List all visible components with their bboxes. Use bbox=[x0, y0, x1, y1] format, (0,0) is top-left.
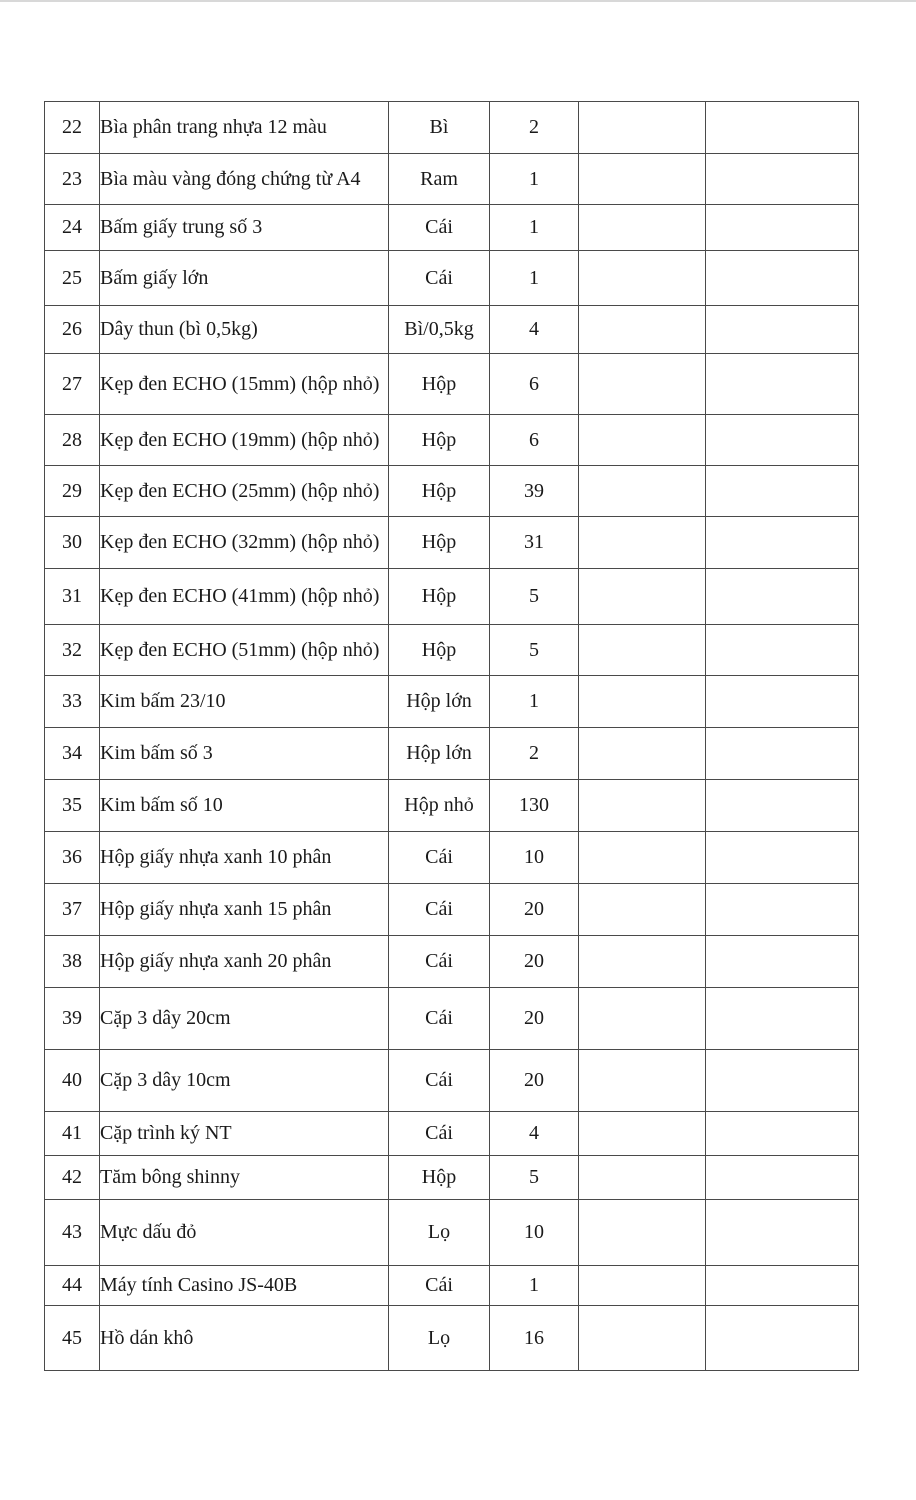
empty-cell bbox=[706, 306, 859, 354]
item-quantity: 4 bbox=[490, 1112, 579, 1156]
item-quantity: 31 bbox=[490, 517, 579, 569]
item-name: Bìa phân trang nhựa 12 màu bbox=[100, 102, 389, 154]
item-unit: Hộp lớn bbox=[389, 728, 490, 780]
item-quantity: 5 bbox=[490, 569, 579, 625]
item-quantity: 39 bbox=[490, 466, 579, 517]
item-name: Hộp giấy nhựa xanh 15 phân bbox=[100, 884, 389, 936]
item-quantity: 20 bbox=[490, 884, 579, 936]
empty-cell bbox=[579, 102, 706, 154]
empty-cell bbox=[706, 988, 859, 1050]
page-top-edge bbox=[0, 0, 916, 2]
item-unit: Hộp bbox=[389, 569, 490, 625]
item-name: Hồ dán khô bbox=[100, 1306, 389, 1371]
item-name: Bấm giấy lớn bbox=[100, 251, 389, 306]
item-unit: Hộp lớn bbox=[389, 676, 490, 728]
empty-cell bbox=[579, 988, 706, 1050]
item-name: Cặp trình ký NT bbox=[100, 1112, 389, 1156]
empty-cell bbox=[579, 1306, 706, 1371]
item-unit: Cái bbox=[389, 988, 490, 1050]
table-row bbox=[45, 1112, 859, 1156]
empty-cell bbox=[579, 306, 706, 354]
empty-cell bbox=[706, 625, 859, 676]
table-row bbox=[45, 780, 859, 832]
row-number: 30 bbox=[45, 517, 100, 569]
item-quantity: 20 bbox=[490, 988, 579, 1050]
empty-cell bbox=[579, 676, 706, 728]
empty-cell bbox=[706, 1156, 859, 1200]
item-unit: Bì/0,5kg bbox=[389, 306, 490, 354]
item-unit: Bì bbox=[389, 102, 490, 154]
table-row bbox=[45, 1200, 859, 1266]
empty-cell bbox=[579, 884, 706, 936]
item-unit: Cái bbox=[389, 832, 490, 884]
item-quantity: 10 bbox=[490, 832, 579, 884]
row-number: 25 bbox=[45, 251, 100, 306]
item-name: Cặp 3 dây 10cm bbox=[100, 1050, 389, 1112]
empty-cell bbox=[706, 251, 859, 306]
item-quantity: 1 bbox=[490, 251, 579, 306]
item-unit: Cái bbox=[389, 205, 490, 251]
table-row bbox=[45, 306, 859, 354]
item-name: Kim bấm số 10 bbox=[100, 780, 389, 832]
item-quantity: 1 bbox=[490, 205, 579, 251]
item-quantity: 16 bbox=[490, 1306, 579, 1371]
empty-cell bbox=[579, 466, 706, 517]
row-number: 44 bbox=[45, 1266, 100, 1306]
empty-cell bbox=[706, 1200, 859, 1266]
empty-cell bbox=[579, 517, 706, 569]
item-quantity: 1 bbox=[490, 676, 579, 728]
empty-cell bbox=[579, 1266, 706, 1306]
item-unit: Hộp bbox=[389, 466, 490, 517]
row-number: 38 bbox=[45, 936, 100, 988]
table-row bbox=[45, 354, 859, 415]
empty-cell bbox=[579, 1112, 706, 1156]
table-row bbox=[45, 415, 859, 466]
item-quantity: 4 bbox=[490, 306, 579, 354]
item-unit: Hộp bbox=[389, 354, 490, 415]
empty-cell bbox=[579, 569, 706, 625]
item-name: Kim bấm số 3 bbox=[100, 728, 389, 780]
item-unit: Hộp bbox=[389, 517, 490, 569]
row-number: 31 bbox=[45, 569, 100, 625]
table-row bbox=[45, 251, 859, 306]
row-number: 24 bbox=[45, 205, 100, 251]
table-row bbox=[45, 205, 859, 251]
row-number: 37 bbox=[45, 884, 100, 936]
item-name: Bấm giấy trung số 3 bbox=[100, 205, 389, 251]
row-number: 33 bbox=[45, 676, 100, 728]
supply-table-body bbox=[45, 102, 859, 1371]
item-quantity: 6 bbox=[490, 415, 579, 466]
table-row bbox=[45, 154, 859, 205]
table-row bbox=[45, 466, 859, 517]
item-unit: Ram bbox=[389, 154, 490, 205]
table-row bbox=[45, 1156, 859, 1200]
item-quantity: 5 bbox=[490, 1156, 579, 1200]
item-unit: Hộp bbox=[389, 625, 490, 676]
empty-cell bbox=[579, 780, 706, 832]
table-row bbox=[45, 102, 859, 154]
item-quantity: 130 bbox=[490, 780, 579, 832]
item-name: Kẹp đen ECHO (41mm) (hộp nhỏ) bbox=[100, 569, 389, 625]
row-number: 43 bbox=[45, 1200, 100, 1266]
table-row bbox=[45, 884, 859, 936]
row-number: 26 bbox=[45, 306, 100, 354]
empty-cell bbox=[579, 832, 706, 884]
item-name: Kẹp đen ECHO (32mm) (hộp nhỏ) bbox=[100, 517, 389, 569]
table-row bbox=[45, 625, 859, 676]
item-quantity: 2 bbox=[490, 728, 579, 780]
row-number: 45 bbox=[45, 1306, 100, 1371]
empty-cell bbox=[579, 728, 706, 780]
empty-cell bbox=[579, 936, 706, 988]
row-number: 34 bbox=[45, 728, 100, 780]
table-row bbox=[45, 569, 859, 625]
table-row bbox=[45, 728, 859, 780]
empty-cell bbox=[706, 936, 859, 988]
item-quantity: 1 bbox=[490, 1266, 579, 1306]
empty-cell bbox=[706, 354, 859, 415]
row-number: 35 bbox=[45, 780, 100, 832]
empty-cell bbox=[579, 205, 706, 251]
row-number: 42 bbox=[45, 1156, 100, 1200]
empty-cell bbox=[706, 728, 859, 780]
row-number: 23 bbox=[45, 154, 100, 205]
item-name: Máy tính Casino JS-40B bbox=[100, 1266, 389, 1306]
empty-cell bbox=[579, 1050, 706, 1112]
empty-cell bbox=[579, 625, 706, 676]
item-unit: Cái bbox=[389, 251, 490, 306]
item-quantity: 10 bbox=[490, 1200, 579, 1266]
item-name: Kẹp đen ECHO (25mm) (hộp nhỏ) bbox=[100, 466, 389, 517]
supply-table bbox=[44, 101, 859, 1371]
item-quantity: 20 bbox=[490, 936, 579, 988]
table-row bbox=[45, 676, 859, 728]
empty-cell bbox=[706, 1266, 859, 1306]
item-quantity: 20 bbox=[490, 1050, 579, 1112]
row-number: 29 bbox=[45, 466, 100, 517]
empty-cell bbox=[706, 569, 859, 625]
item-quantity: 2 bbox=[490, 102, 579, 154]
row-number: 39 bbox=[45, 988, 100, 1050]
item-unit: Cái bbox=[389, 1112, 490, 1156]
item-name: Kẹp đen ECHO (19mm) (hộp nhỏ) bbox=[100, 415, 389, 466]
item-unit: Lọ bbox=[389, 1200, 490, 1266]
item-name: Hộp giấy nhựa xanh 10 phân bbox=[100, 832, 389, 884]
item-quantity: 6 bbox=[490, 354, 579, 415]
item-name: Kim bấm 23/10 bbox=[100, 676, 389, 728]
item-name: Dây thun (bì 0,5kg) bbox=[100, 306, 389, 354]
empty-cell bbox=[706, 466, 859, 517]
empty-cell bbox=[706, 1306, 859, 1371]
table-row bbox=[45, 988, 859, 1050]
item-name: Hộp giấy nhựa xanh 20 phân bbox=[100, 936, 389, 988]
empty-cell bbox=[706, 415, 859, 466]
item-name: Kẹp đen ECHO (15mm) (hộp nhỏ) bbox=[100, 354, 389, 415]
row-number: 28 bbox=[45, 415, 100, 466]
row-number: 27 bbox=[45, 354, 100, 415]
empty-cell bbox=[579, 251, 706, 306]
empty-cell bbox=[706, 517, 859, 569]
empty-cell bbox=[579, 1200, 706, 1266]
empty-cell bbox=[579, 354, 706, 415]
table-row bbox=[45, 1306, 859, 1371]
row-number: 22 bbox=[45, 102, 100, 154]
table-row bbox=[45, 832, 859, 884]
item-quantity: 1 bbox=[490, 154, 579, 205]
item-unit: Cái bbox=[389, 1266, 490, 1306]
item-name: Bìa màu vàng đóng chứng từ A4 bbox=[100, 154, 389, 205]
empty-cell bbox=[706, 780, 859, 832]
item-name: Cặp 3 dây 20cm bbox=[100, 988, 389, 1050]
item-name: Kẹp đen ECHO (51mm) (hộp nhỏ) bbox=[100, 625, 389, 676]
row-number: 40 bbox=[45, 1050, 100, 1112]
table-row bbox=[45, 1266, 859, 1306]
item-unit: Hộp bbox=[389, 1156, 490, 1200]
item-quantity: 5 bbox=[490, 625, 579, 676]
row-number: 32 bbox=[45, 625, 100, 676]
empty-cell bbox=[579, 415, 706, 466]
item-name: Tăm bông shinny bbox=[100, 1156, 389, 1200]
item-unit: Hộp nhỏ bbox=[389, 780, 490, 832]
item-unit: Lọ bbox=[389, 1306, 490, 1371]
row-number: 41 bbox=[45, 1112, 100, 1156]
item-name: Mực dấu đỏ bbox=[100, 1200, 389, 1266]
empty-cell bbox=[579, 154, 706, 205]
empty-cell bbox=[706, 832, 859, 884]
item-unit: Hộp bbox=[389, 415, 490, 466]
empty-cell bbox=[706, 1050, 859, 1112]
empty-cell bbox=[706, 676, 859, 728]
item-unit: Cái bbox=[389, 936, 490, 988]
empty-cell bbox=[706, 102, 859, 154]
table-row bbox=[45, 936, 859, 988]
empty-cell bbox=[706, 884, 859, 936]
empty-cell bbox=[706, 205, 859, 251]
empty-cell bbox=[706, 1112, 859, 1156]
empty-cell bbox=[706, 154, 859, 205]
item-unit: Cái bbox=[389, 884, 490, 936]
item-unit: Cái bbox=[389, 1050, 490, 1112]
table-row bbox=[45, 1050, 859, 1112]
empty-cell bbox=[579, 1156, 706, 1200]
table-row bbox=[45, 517, 859, 569]
row-number: 36 bbox=[45, 832, 100, 884]
